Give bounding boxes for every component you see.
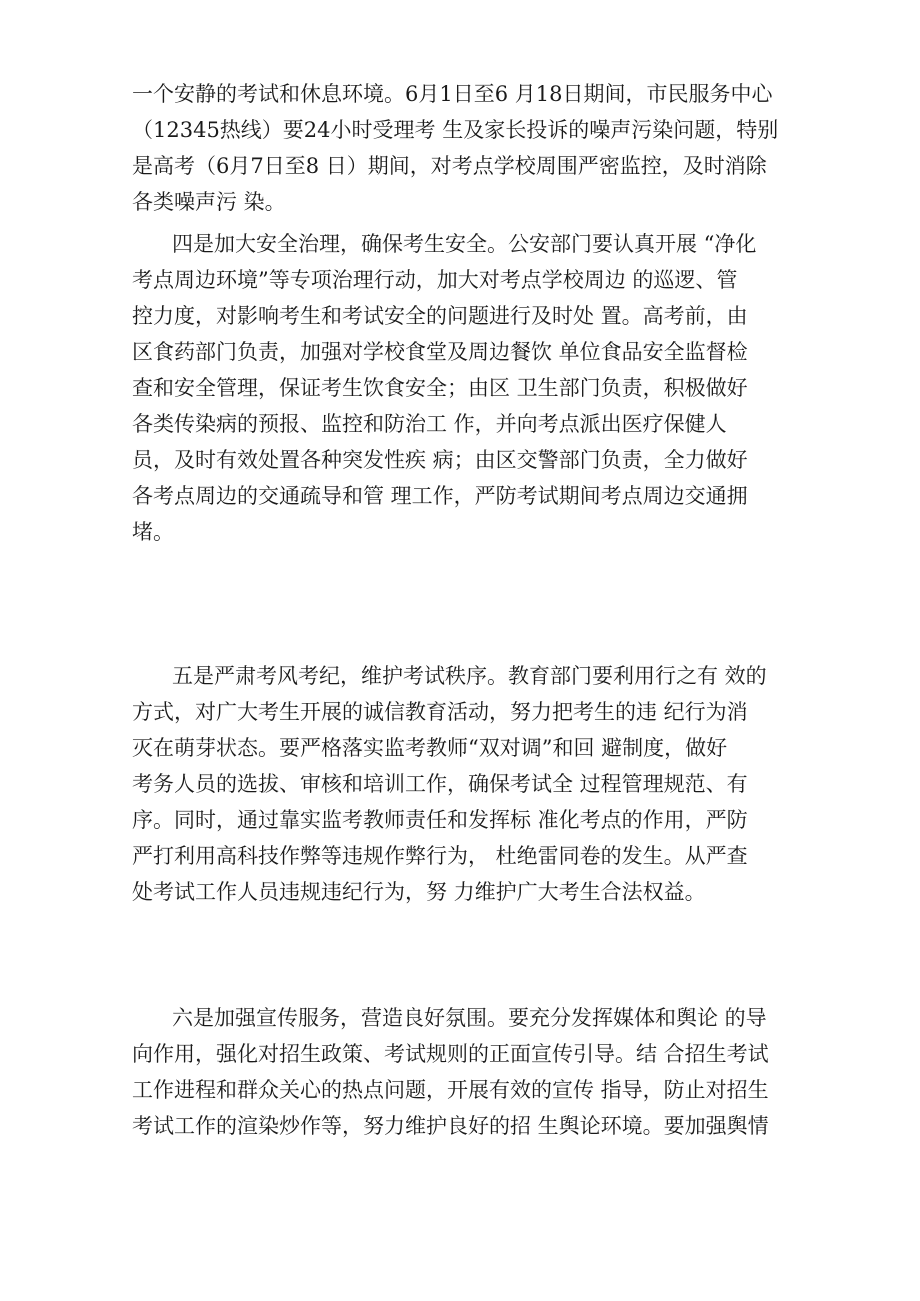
text-line: 查和安全管理，保证考生饮食安全；由区 卫生部门负责，积极做好 <box>132 376 748 400</box>
paragraph-exam-discipline <box>132 658 832 910</box>
paragraph-publicity-service <box>132 1000 832 1144</box>
text-line: 考务人员的选拔、审核和培训工作，确保考试全 过程管理规范、有 <box>132 772 748 796</box>
text-line: 各类噪声污 染。 <box>132 190 286 214</box>
text-line: 控力度，对影响考生和考试安全的问题进行及时处 置。高考前，由 <box>132 304 748 328</box>
text-line: 向作用，强化对招生政策、考试规则的正面宣传引导。结 合招生考试 <box>132 1042 769 1066</box>
text-line: （12345热线）要24小时受理考 生及家长投诉的噪声污染问题，特别 <box>132 118 779 142</box>
text-line: 序。同时，通过靠实监考教师责任和发挥标 准化考点的作用，严防 <box>132 808 748 832</box>
text-line: 处考试工作人员违规违纪行为，努 力维护广大考生合法权益。 <box>132 880 706 904</box>
paragraph-safety-governance <box>132 226 832 550</box>
text-line: 是高考（6月7日至8 日）期间，对考点学校周围严密监控，及时消除 <box>132 154 767 178</box>
text-line: 区食药部门负责，加强对学校食堂及周边餐饮 单位食品安全监督检 <box>132 340 748 364</box>
text-line: 员，及时有效处置各种突发性疾 病；由区交警部门负责，全力做好 <box>132 448 748 472</box>
text-line: 一个安静的考试和休息环境。6月1日至6 月18日期间，市民服务中心 <box>132 82 773 106</box>
text-line: 严打利用高科技作弊等违规作弊行为， 杜绝雷同卷的发生。从严查 <box>132 844 748 868</box>
text-line: 考试工作的渲染炒作等，努力维护良好的招 生舆论环境。要加强舆情 <box>132 1114 769 1138</box>
text-line: 工作进程和群众关心的热点问题，开展有效的宣传 指导，防止对招生 <box>132 1078 769 1102</box>
text-line: 灭在萌芽状态。要严格落实监考教师“双对调”和回 避制度，做好 <box>132 736 728 760</box>
text-line: 五是严肃考风考纪，维护考试秩序。教育部门要利用行之有 效的 <box>172 664 767 688</box>
text-line: 方式，对广大考生开展的诚信教育活动，努力把考生的违 纪行为消 <box>132 700 748 724</box>
text-line: 各类传染病的预报、监控和防治工 作，并向考点派出医疗保健人 <box>132 412 727 436</box>
paragraph-noise-control <box>132 76 832 220</box>
text-line: 六是加强宣传服务，营造良好氛围。要充分发挥媒体和舆论 的导 <box>172 1006 767 1030</box>
text-line: 堵。 <box>132 520 174 544</box>
text-line: 各考点周边的交通疏导和管 理工作，严防考试期间考点周边交通拥 <box>132 484 748 508</box>
text-line: 四是加大安全治理，确保考生安全。公安部门要认真开展 “净化 <box>172 232 757 256</box>
text-line: 考点周边环境”等专项治理行动，加大对考点学校周边 的巡逻、管 <box>132 268 738 292</box>
